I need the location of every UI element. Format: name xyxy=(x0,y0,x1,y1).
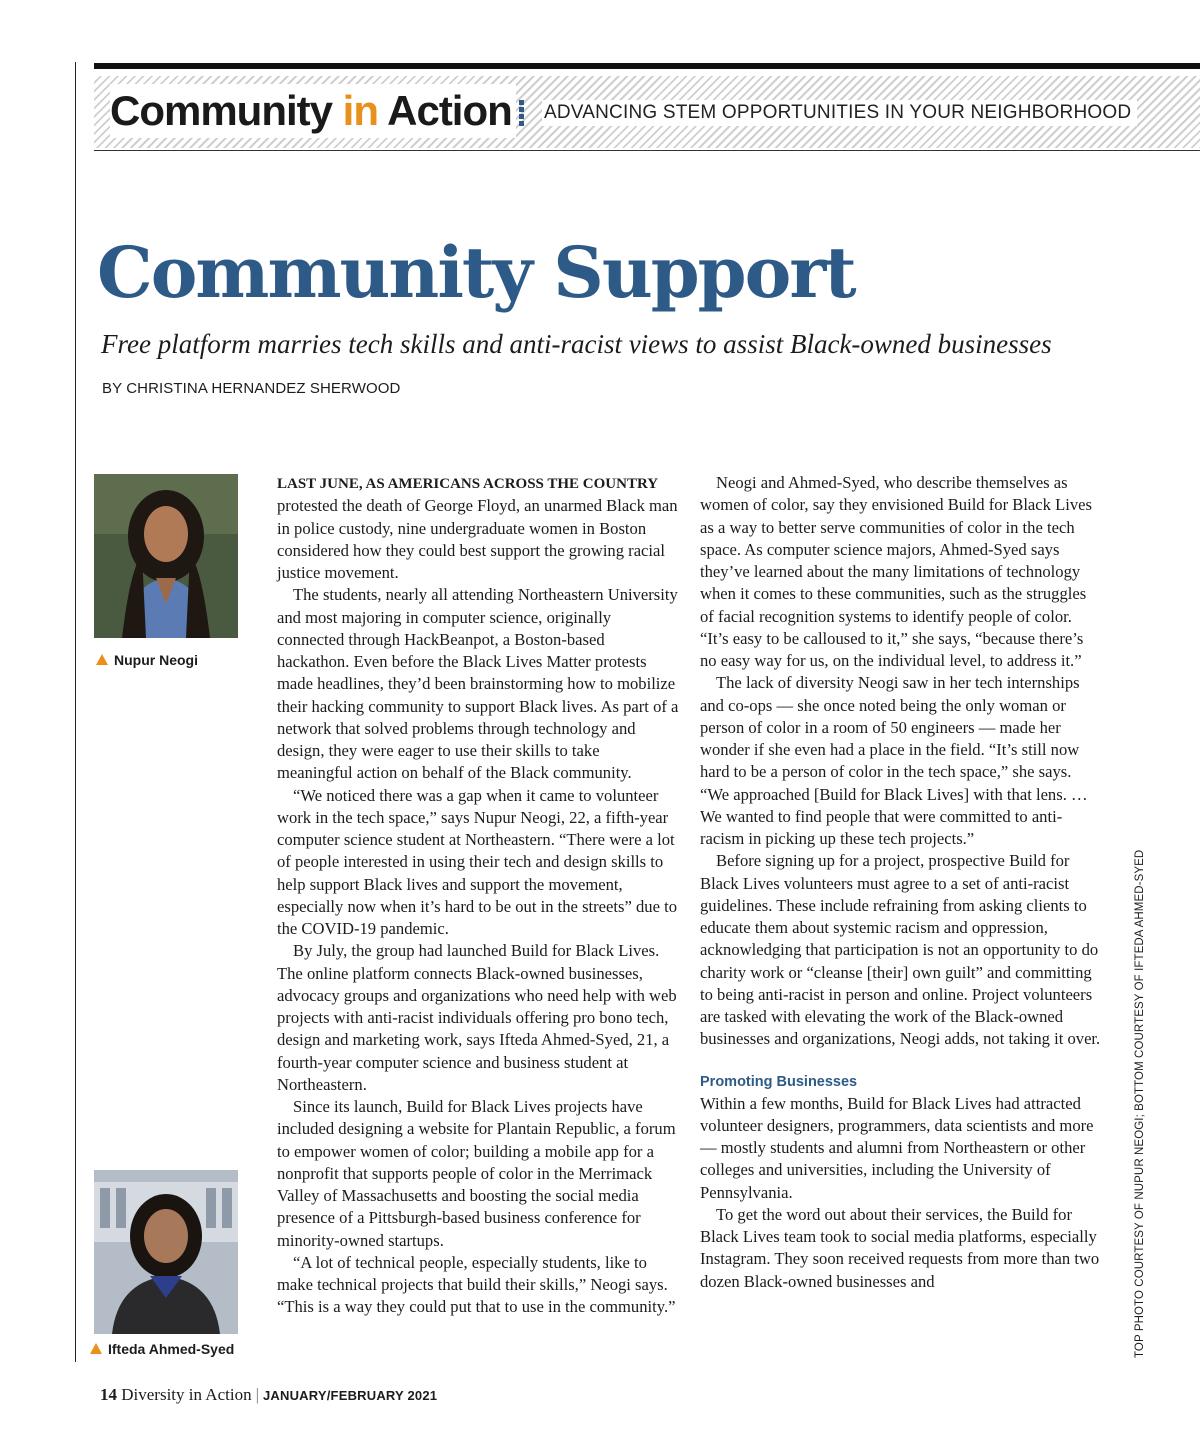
caption-text: Ifteda Ahmed-Syed xyxy=(108,1341,235,1357)
article-dek: Free platform marries tech skills and anti-racist views to assist Black-owned businesses xyxy=(101,329,1052,359)
portrait-illustration xyxy=(94,1170,238,1334)
banner-dots-icon xyxy=(519,100,527,128)
section-title-part1: Community xyxy=(110,87,332,134)
article-column-2 xyxy=(700,472,1102,1293)
portrait-illustration xyxy=(94,474,238,638)
article-headline: Community Support xyxy=(97,231,855,314)
page-number: 14 xyxy=(100,1385,117,1404)
section-subtitle: ADVANCING STEM OPPORTUNITIES IN YOUR NEIGHBORHOOD xyxy=(542,100,1137,126)
footer-separator: | xyxy=(255,1385,259,1404)
paragraph: Within a few months, Build for Black Lives had attracted volunteer designers, programmers, data scientists and more — mostly students and alumni from Northeastern or other colleges and universities, including the University of Pennsylvania. xyxy=(700,1093,1094,1202)
paragraph-text: protested the death of George Floyd, an unarmed Black man in police custody, nine undergraduate women in Boston considered how they could best support the growing racial justice movement. xyxy=(277,496,678,582)
triangle-icon xyxy=(96,654,108,665)
photo-nupur-neogi xyxy=(94,474,238,638)
paragraph xyxy=(277,472,679,584)
paragraph: Before signing up for a project, prospective Build for Black Lives volunteers must agree to a set of anti-racist guidelines. These include refraining from asking clients to educate them about systemic racism and oppression, acknowledging that participation is not an opportunity to do charity work or “cleanse [their] own guilt” and committing to being anti-racist in person and online. Project volunteers are tasked with elevating the work of the Black-owned businesses and organizations, Neogi adds, not taking it over. xyxy=(700,851,1101,1049)
left-margin-rule xyxy=(75,62,76,1362)
section-title xyxy=(110,84,516,138)
section-title-accent: in xyxy=(342,87,378,134)
photo-ifteda-ahmed-syed xyxy=(94,1170,238,1334)
paragraph: “A lot of technical people, especially students, like to make technical projects that build their skills,” Neogi says. “This is a way they could put that to use in the community.” xyxy=(277,1252,676,1317)
top-rule xyxy=(94,63,1200,69)
issue-date: JANUARY/FEBRUARY 2021 xyxy=(262,1388,438,1403)
publication-name: Diversity in Action xyxy=(121,1385,252,1404)
banner-divider xyxy=(94,150,1200,151)
photo-caption-nupur xyxy=(96,650,198,670)
photo-caption-ifteda xyxy=(90,1339,234,1359)
article-byline: BY CHRISTINA HERNANDEZ SHERWOOD xyxy=(102,380,401,397)
paragraph: Neogi and Ahmed-Syed, who describe themselves as women of color, say they envisioned Build for Black Lives as a way to better serve communities of color in the tech space. As computer science majors, Ahmed-Syed says they’ve learned about the many limitations of technology when it comes to these communities, such as the struggles of facial recognition systems to identify people of color. “It’s easy to be calloused to it,” she says, “because there’s no easy way for us, on the individual level, to address it.” xyxy=(700,473,1092,670)
article-column-1 xyxy=(277,472,679,1319)
paragraph: Since its launch, Build for Black Lives projects have included designing a website for Plantain Republic, a forum to empower women of color; building a mobile app for a nonprofit that supports people of color in the Merrimack Valley of Massachusetts and boosting the social media presence of a Pittsburgh-based business conference for minority-owned startups. xyxy=(277,1097,676,1250)
section-title-part2: Action xyxy=(387,87,512,134)
lead-in: LAST JUNE, AS AMERICANS ACROSS THE COUNTRY xyxy=(277,476,659,492)
section-subhead: Promoting Businesses xyxy=(700,1073,858,1090)
triangle-icon xyxy=(90,1343,102,1354)
paragraph: To get the word out about their services, the Build for Black Lives team took to social media platforms, especially Instagram. They soon received requests from more than two dozen Black-owned businesses and xyxy=(700,1204,1100,1291)
paragraph: The students, nearly all attending Northeastern University and most majoring in computer science, originally connected through HackBeanpot, a Boston-based hackathon. Even before the Black Lives Matter protests made headlines, they’d been brainstorming how to mobilize their hacking community to support Black lives. As part of a network that solved problems through technology and design, they were eager to use their skills to take meaningful action on behalf of the Black community. xyxy=(277,585,679,783)
paragraph: The lack of diversity Neogi saw in her tech internships and co-ops — she once noted being the only woman or person of color in a room of 50 engineers — made her wonder if she even had a place in the field. “It’s still now hard to be a person of color in the tech space,” she says. “We approached [Build for Black Lives] with that lens. … We wanted to find people that were committed to anti-racism in picking up these tech projects.” xyxy=(700,673,1088,848)
page-footer xyxy=(100,1383,437,1408)
paragraph: “We noticed there was a gap when it came to volunteer work in the tech space,” says Nupur Neogi, 22, a fifth-year computer science student at Northeastern. “There were a lot of people interested in using their tech and design skills to help support Black lives and support the movement, especially now when it’s hard to be out in the streets” due to the COVID-19 pandemic. xyxy=(277,785,677,938)
photo-credit: TOP PHOTO COURTESY OF NUPUR NEOGI; BOTTOM COURTESY OF IFTEDA AHMED-SYED xyxy=(1134,849,1146,1358)
caption-text: Nupur Neogi xyxy=(114,652,198,668)
paragraph: By July, the group had launched Build for Black Lives. The online platform connects Black-owned businesses, advocacy groups and organizations who need help with web projects with anti-racist individuals offering pro bono tech, design and marketing work, says Ifteda Ahmed-Syed, 21, a fourth-year computer science and business student at Northeastern. xyxy=(277,941,677,1094)
